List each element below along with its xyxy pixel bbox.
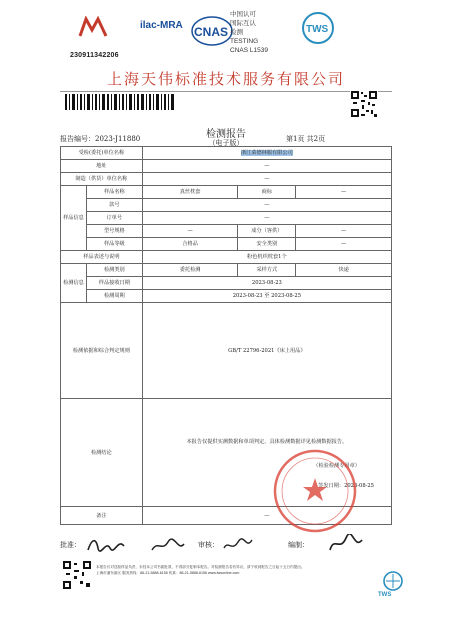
sample-group-label: 样品信息: [61, 186, 87, 251]
order-label: 订单号: [86, 212, 142, 225]
remark-value: —: [142, 507, 391, 525]
company-name: 上海天伟标准技术服务有限公司: [106, 70, 345, 88]
basis-label: 检测依据和综合判定规则: [61, 303, 143, 399]
table-row: [61, 264, 392, 277]
report-subtitle: （电子版）: [208, 139, 244, 147]
sampling-value: 快递: [296, 264, 392, 277]
reviewer-signature-icon: [150, 538, 186, 554]
model-value: —: [142, 199, 391, 212]
spec-label: 型号规格: [86, 225, 142, 238]
table-row: [61, 199, 392, 212]
grade-label: 样品等级: [86, 238, 142, 251]
report-number: 报告编号：2023-J11880: [60, 135, 141, 143]
cnas-accreditation-text: 中国认可 国际互认 检测 TESTING CNAS L1539: [230, 11, 268, 54]
maker-value: —: [142, 173, 391, 186]
test-type-label: 检测类别: [86, 264, 142, 277]
address-value: —: [142, 160, 391, 173]
tws-logo-text: TWS: [306, 24, 329, 35]
conclusion-label: 检测结论: [61, 399, 143, 507]
remark-label: 备注: [61, 507, 143, 525]
compiler-signature-icon: [328, 534, 364, 554]
table-row: [61, 186, 392, 199]
safety-value: —: [296, 238, 392, 251]
cma-number: 230911342206: [70, 52, 119, 59]
table-row: [61, 251, 392, 264]
seal-caption: （检验检测专用章）: [313, 463, 360, 469]
ilac-mra-logo: ilac-MRA: [140, 20, 183, 31]
review-signature-icon: [222, 536, 254, 554]
footer-tws-icon: [378, 570, 408, 592]
brand-value: —: [296, 186, 392, 199]
table-row: [61, 225, 392, 238]
sample-name-label: 样品名称: [86, 186, 142, 199]
header-divider: [60, 91, 392, 92]
tws-logo-icon: [298, 10, 338, 50]
barcode-icon: [65, 94, 175, 110]
approve-label: 批准：: [60, 541, 81, 549]
table-row: [61, 147, 392, 160]
table-row: [61, 290, 392, 303]
sample-desc-label: 样品表述与说明: [61, 251, 143, 264]
composition-value: —: [296, 225, 392, 238]
client-value: 浙江菜德林服有限公司: [142, 147, 391, 160]
table-row: [61, 303, 392, 399]
conclusion-value: 本报告仅提供实测数据和单项判定，具体检测数据详见检测数据报告。: [186, 439, 348, 445]
table-row: [61, 160, 392, 173]
sample-name-value: 真丝枕套: [142, 186, 238, 199]
page-info: 第1页 共2页: [286, 135, 326, 143]
grade-value: 合格品: [142, 238, 238, 251]
certification-logos: [70, 8, 400, 58]
period-label: 检测周期: [86, 290, 142, 303]
spec-value: —: [142, 225, 238, 238]
test-group-label: 检测信息: [61, 264, 87, 303]
table-row: [61, 277, 392, 290]
model-label: 款号: [86, 199, 142, 212]
official-seal-icon: [272, 448, 358, 534]
sample-desc-value: 粉色机织枕套1个: [142, 251, 391, 264]
brand-label: 商标: [238, 186, 296, 199]
sampling-label: 采样方式: [238, 264, 296, 277]
qr-code-icon: [350, 90, 378, 118]
compile-label: 编制：: [288, 541, 309, 549]
order-value: —: [142, 212, 391, 225]
table-row: [61, 212, 392, 225]
safety-label: 安全类别: [238, 238, 296, 251]
maker-label: 制造（供货）单位名称: [61, 173, 143, 186]
period-value: 2023-08-23 至 2023-08-25: [142, 290, 391, 303]
table-row: [61, 238, 392, 251]
basis-value: GB/T 22796-2021《床上用品》: [142, 303, 391, 399]
footer-notes: 本报告仅对送检样品负责，未经本公司书面批准，不得部分复制本报告。对检测报告若有异议，请于收到报告之日起十五日内提出。 上海市浦东新区 服务热线：86-21-5888-6155 传真：86-21-5888-6156 www.twsonline.com: [96, 565, 305, 575]
footer-tws-label: TWS: [378, 592, 392, 598]
footer-qr-code-icon: [62, 560, 92, 590]
client-label: 受检(委托)单位名称: [61, 147, 143, 160]
approver-signature-icon: [86, 536, 126, 554]
table-row: [61, 173, 392, 186]
cnas-logo-text: CNAS: [194, 25, 229, 39]
issue-date: 签发日期：2023-08-25: [318, 483, 374, 489]
test-type-value: 委托检测: [142, 264, 238, 277]
report-title: 检测报告: [206, 129, 246, 140]
receive-value: 2023-08-23: [142, 277, 391, 290]
signature-row: [60, 538, 400, 558]
composition-label: 成分（客供）: [238, 225, 296, 238]
address-label: 地址: [61, 160, 143, 173]
receive-label: 样品接收日期: [86, 277, 142, 290]
review-label: 审核：: [198, 541, 219, 549]
cma-icon: [78, 16, 108, 38]
